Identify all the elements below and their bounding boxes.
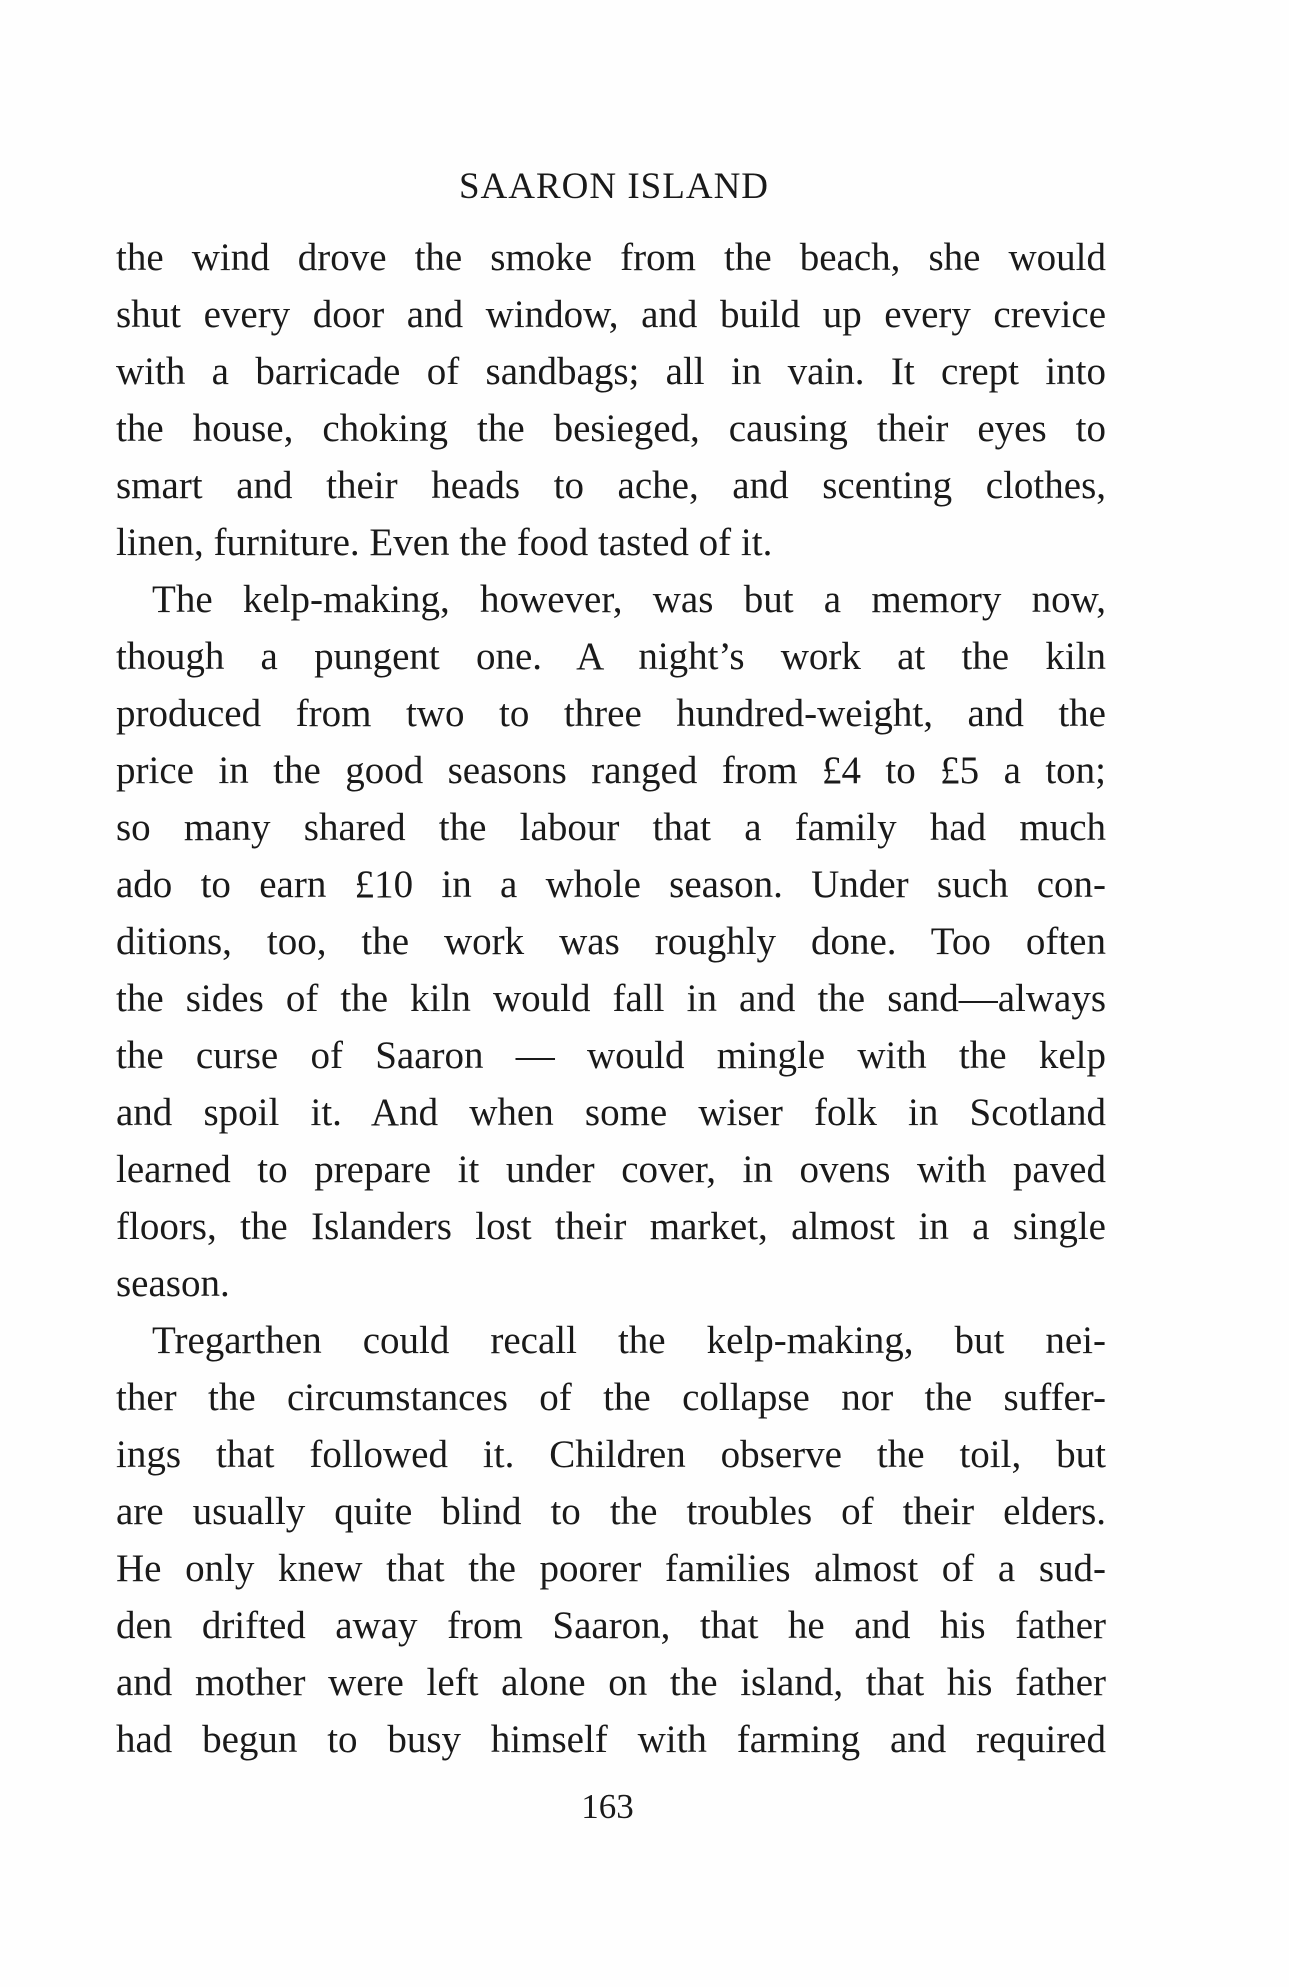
text-line: the wind drove the smoke from the beach, she would bbox=[116, 236, 1106, 279]
text-line: floors, the Islanders lost their market, almost in a single bbox=[116, 1205, 1106, 1248]
running-head: SAARON ISLAND bbox=[458, 166, 770, 207]
text-line: shut every door and window, and build up every crevice bbox=[116, 293, 1106, 336]
body-text bbox=[116, 229, 1106, 1768]
page-number: 163 bbox=[581, 1787, 634, 1826]
text-line: with a barricade of sandbags; all in vain. It crept into bbox=[116, 350, 1106, 393]
text-line: price in the good seasons ranged from £4 to £5 a ton; bbox=[116, 749, 1106, 792]
text-line: season. bbox=[116, 1262, 230, 1305]
text-line: ther the circumstances of the collapse nor the suffer- bbox=[116, 1376, 1106, 1419]
paragraph-start-line: Tregarthen could recall the kelp-making, but nei- bbox=[152, 1319, 1106, 1362]
text-line: so many shared the labour that a family had much bbox=[116, 806, 1106, 849]
text-line: the curse of Saaron — would mingle with the kelp bbox=[116, 1034, 1106, 1077]
text-line: den drifted away from Saaron, that he and his father bbox=[116, 1604, 1106, 1647]
text-line: the sides of the kiln would fall in and the sand—always bbox=[116, 977, 1106, 1020]
text-line: and mother were left alone on the island, that his father bbox=[116, 1661, 1106, 1704]
text-line: though a pungent one. A night’s work at the kiln bbox=[116, 635, 1106, 678]
text-line: He only knew that the poorer families almost of a sud- bbox=[116, 1547, 1106, 1590]
text-line: had begun to busy himself with farming and required bbox=[116, 1718, 1106, 1761]
text-line: ado to earn £10 in a whole season. Under such con- bbox=[116, 863, 1106, 906]
text-line: linen, furniture. Even the food tasted of it. bbox=[116, 521, 773, 564]
text-line: ings that followed it. Children observe the toil, but bbox=[116, 1433, 1106, 1476]
paragraph-start-line: The kelp-making, however, was but a memory now, bbox=[152, 578, 1106, 621]
text-line: smart and their heads to ache, and scenting clothes, bbox=[116, 464, 1106, 507]
text-line: and spoil it. And when some wiser folk in Scotland bbox=[116, 1091, 1106, 1134]
text-line: learned to prepare it under cover, in ovens with paved bbox=[116, 1148, 1106, 1191]
text-line: are usually quite blind to the troubles of their elders. bbox=[116, 1490, 1106, 1533]
text-line: ditions, too, the work was roughly done. Too often bbox=[116, 920, 1106, 963]
text-line: produced from two to three hundred-weight, and the bbox=[116, 692, 1106, 735]
text-line: the house, choking the besieged, causing their eyes to bbox=[116, 407, 1106, 450]
